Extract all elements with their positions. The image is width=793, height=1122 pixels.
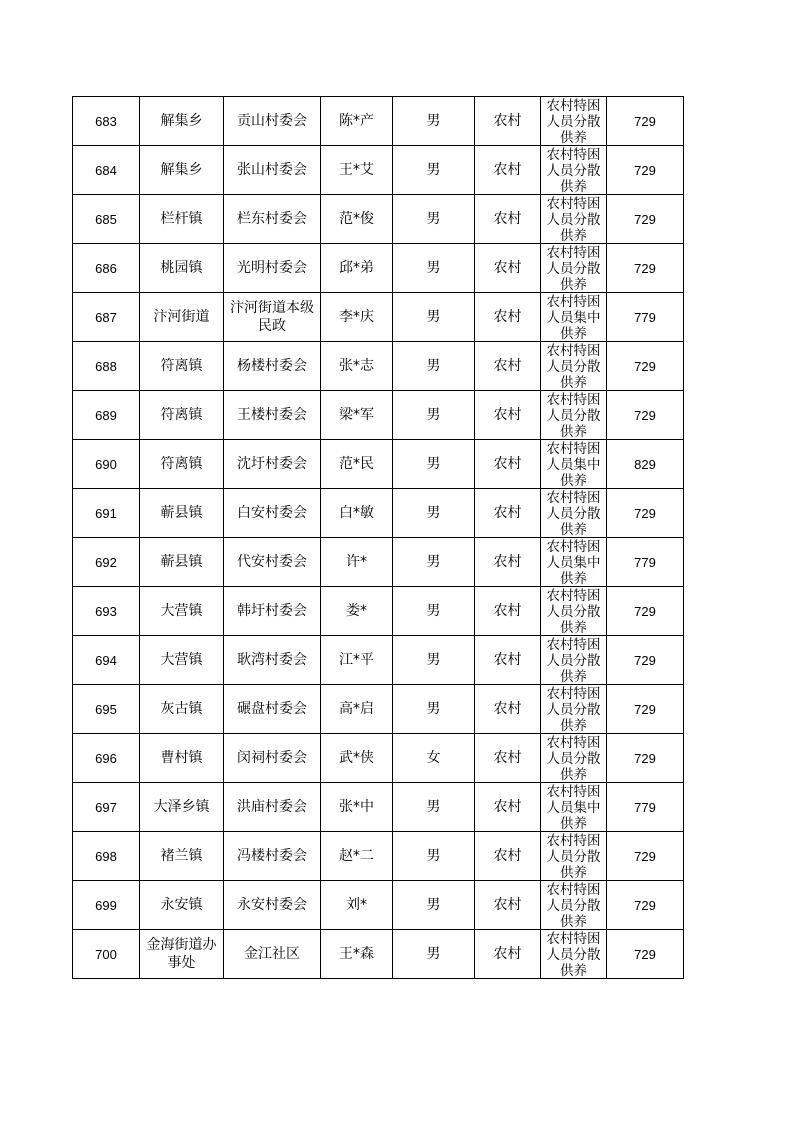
gender-cell: 男 <box>393 195 475 244</box>
village-committee-cell: 碾盘村委会 <box>224 685 321 734</box>
amount-cell: 779 <box>607 538 684 587</box>
township-cell: 符离镇 <box>140 391 224 440</box>
area-type-cell: 农村 <box>475 97 541 146</box>
support-category-text: 农村特困人员分散供养 <box>546 490 601 537</box>
area-type-cell: 农村 <box>475 440 541 489</box>
village-committee-cell: 永安村委会 <box>224 881 321 930</box>
support-category-text: 农村特困人员分散供养 <box>546 637 601 684</box>
support-category-cell <box>541 440 607 489</box>
township-cell: 永安镇 <box>140 881 224 930</box>
village-committee-cell: 沈圩村委会 <box>224 440 321 489</box>
support-category-cell <box>541 685 607 734</box>
support-category-cell <box>541 783 607 832</box>
area-type-cell: 农村 <box>475 293 541 342</box>
village-committee-cell: 贡山村委会 <box>224 97 321 146</box>
support-category-text: 农村特困人员分散供养 <box>546 931 601 978</box>
township-cell: 大营镇 <box>140 587 224 636</box>
support-category-text: 农村特困人员分散供养 <box>546 735 601 782</box>
area-type-cell: 农村 <box>475 538 541 587</box>
village-committee-cell: 栏东村委会 <box>224 195 321 244</box>
table-row <box>73 587 684 636</box>
table-row <box>73 783 684 832</box>
amount-cell: 729 <box>607 636 684 685</box>
village-committee-cell: 闵祠村委会 <box>224 734 321 783</box>
table-row <box>73 391 684 440</box>
support-category-text: 农村特困人员分散供养 <box>546 245 601 292</box>
township-cell: 蕲县镇 <box>140 538 224 587</box>
table-row <box>73 636 684 685</box>
table-row <box>73 342 684 391</box>
table-row <box>73 685 684 734</box>
amount-cell: 729 <box>607 244 684 293</box>
amount-cell: 729 <box>607 832 684 881</box>
area-type-cell: 农村 <box>475 832 541 881</box>
serial-number-cell: 684 <box>73 146 140 195</box>
serial-number-cell: 694 <box>73 636 140 685</box>
township-cell: 栏杆镇 <box>140 195 224 244</box>
support-category-text: 农村特困人员分散供养 <box>546 882 601 929</box>
serial-number-cell: 690 <box>73 440 140 489</box>
support-category-text: 农村特困人员分散供养 <box>546 833 601 880</box>
table-row <box>73 440 684 489</box>
area-type-cell: 农村 <box>475 195 541 244</box>
area-type-cell: 农村 <box>475 244 541 293</box>
gender-cell: 男 <box>393 146 475 195</box>
gender-cell: 男 <box>393 783 475 832</box>
serial-number-cell: 696 <box>73 734 140 783</box>
amount-cell: 729 <box>607 587 684 636</box>
village-committee-cell: 张山村委会 <box>224 146 321 195</box>
serial-number-cell: 685 <box>73 195 140 244</box>
amount-cell: 729 <box>607 685 684 734</box>
support-category-cell <box>541 391 607 440</box>
village-committee-cell: 金江社区 <box>224 930 321 979</box>
serial-number-cell: 683 <box>73 97 140 146</box>
person-name-cell: 高*启 <box>321 685 393 734</box>
support-category-cell <box>541 97 607 146</box>
area-type-cell: 农村 <box>475 342 541 391</box>
serial-number-cell: 699 <box>73 881 140 930</box>
village-committee-cell: 冯楼村委会 <box>224 832 321 881</box>
support-category-text: 农村特困人员集中供养 <box>546 294 601 341</box>
person-name-cell: 范*民 <box>321 440 393 489</box>
village-committee-cell: 韩圩村委会 <box>224 587 321 636</box>
gender-cell: 男 <box>393 342 475 391</box>
table-body <box>73 97 684 979</box>
support-category-text: 农村特困人员集中供养 <box>546 784 601 831</box>
amount-cell: 729 <box>607 489 684 538</box>
support-category-text: 农村特困人员集中供养 <box>546 539 601 586</box>
support-category-cell <box>541 293 607 342</box>
gender-cell: 男 <box>393 930 475 979</box>
person-name-cell: 范*俊 <box>321 195 393 244</box>
support-category-cell <box>541 930 607 979</box>
village-committee-cell: 王楼村委会 <box>224 391 321 440</box>
gender-cell: 男 <box>393 97 475 146</box>
area-type-cell: 农村 <box>475 587 541 636</box>
table-row <box>73 734 684 783</box>
amount-cell: 729 <box>607 881 684 930</box>
village-committee-cell: 光明村委会 <box>224 244 321 293</box>
support-category-text: 农村特困人员分散供养 <box>546 588 601 635</box>
table-row <box>73 832 684 881</box>
area-type-cell: 农村 <box>475 881 541 930</box>
area-type-cell: 农村 <box>475 930 541 979</box>
township-cell: 大营镇 <box>140 636 224 685</box>
area-type-cell: 农村 <box>475 391 541 440</box>
amount-cell: 729 <box>607 146 684 195</box>
amount-cell: 729 <box>607 195 684 244</box>
person-name-cell: 刘* <box>321 881 393 930</box>
table-row <box>73 146 684 195</box>
person-name-cell: 陈*产 <box>321 97 393 146</box>
amount-cell: 729 <box>607 391 684 440</box>
person-name-cell: 娄* <box>321 587 393 636</box>
gender-cell: 男 <box>393 832 475 881</box>
support-category-cell <box>541 881 607 930</box>
township-cell: 汴河街道 <box>140 293 224 342</box>
support-category-cell <box>541 587 607 636</box>
serial-number-cell: 700 <box>73 930 140 979</box>
village-committee-cell: 白安村委会 <box>224 489 321 538</box>
table-row <box>73 930 684 979</box>
table-row <box>73 489 684 538</box>
support-category-text: 农村特困人员分散供养 <box>546 98 601 145</box>
gender-cell: 男 <box>393 391 475 440</box>
table-row <box>73 538 684 587</box>
support-category-cell <box>541 146 607 195</box>
gender-cell: 男 <box>393 293 475 342</box>
table-row <box>73 293 684 342</box>
person-name-cell: 梁*军 <box>321 391 393 440</box>
serial-number-cell: 692 <box>73 538 140 587</box>
village-committee-cell: 汴河街道本级民政 <box>224 293 321 342</box>
relief-recipients-table <box>72 96 684 979</box>
township-cell: 褚兰镇 <box>140 832 224 881</box>
village-committee-cell: 洪庙村委会 <box>224 783 321 832</box>
area-type-cell: 农村 <box>475 685 541 734</box>
village-committee-cell: 代安村委会 <box>224 538 321 587</box>
serial-number-cell: 688 <box>73 342 140 391</box>
person-name-cell: 赵*二 <box>321 832 393 881</box>
person-name-cell: 李*庆 <box>321 293 393 342</box>
table-row <box>73 97 684 146</box>
township-cell: 解集乡 <box>140 97 224 146</box>
support-category-text: 农村特困人员分散供养 <box>546 392 601 439</box>
area-type-cell: 农村 <box>475 734 541 783</box>
table-row <box>73 195 684 244</box>
support-category-text: 农村特困人员分散供养 <box>546 196 601 243</box>
amount-cell: 829 <box>607 440 684 489</box>
township-cell: 灰古镇 <box>140 685 224 734</box>
serial-number-cell: 689 <box>73 391 140 440</box>
serial-number-cell: 697 <box>73 783 140 832</box>
gender-cell: 男 <box>393 587 475 636</box>
support-category-cell <box>541 489 607 538</box>
person-name-cell: 王*艾 <box>321 146 393 195</box>
township-cell: 大泽乡镇 <box>140 783 224 832</box>
support-category-cell <box>541 195 607 244</box>
township-cell: 符离镇 <box>140 342 224 391</box>
gender-cell: 男 <box>393 538 475 587</box>
person-name-cell: 张*中 <box>321 783 393 832</box>
township-cell: 金海街道办事处 <box>140 930 224 979</box>
support-category-cell <box>541 244 607 293</box>
table-row <box>73 244 684 293</box>
support-category-cell <box>541 342 607 391</box>
support-category-cell <box>541 538 607 587</box>
serial-number-cell: 695 <box>73 685 140 734</box>
township-cell: 符离镇 <box>140 440 224 489</box>
amount-cell: 779 <box>607 293 684 342</box>
gender-cell: 男 <box>393 489 475 538</box>
village-committee-cell: 耿湾村委会 <box>224 636 321 685</box>
person-name-cell: 邱*弟 <box>321 244 393 293</box>
serial-number-cell: 687 <box>73 293 140 342</box>
township-cell: 解集乡 <box>140 146 224 195</box>
amount-cell: 729 <box>607 342 684 391</box>
village-committee-cell: 杨楼村委会 <box>224 342 321 391</box>
table-row <box>73 881 684 930</box>
area-type-cell: 农村 <box>475 783 541 832</box>
person-name-cell: 江*平 <box>321 636 393 685</box>
area-type-cell: 农村 <box>475 489 541 538</box>
gender-cell: 男 <box>393 244 475 293</box>
serial-number-cell: 691 <box>73 489 140 538</box>
township-cell: 曹村镇 <box>140 734 224 783</box>
support-category-cell <box>541 636 607 685</box>
amount-cell: 729 <box>607 97 684 146</box>
person-name-cell: 武*侠 <box>321 734 393 783</box>
support-category-text: 农村特困人员集中供养 <box>546 441 601 488</box>
area-type-cell: 农村 <box>475 146 541 195</box>
serial-number-cell: 693 <box>73 587 140 636</box>
support-category-text: 农村特困人员分散供养 <box>546 686 601 733</box>
support-category-cell <box>541 832 607 881</box>
serial-number-cell: 686 <box>73 244 140 293</box>
amount-cell: 729 <box>607 930 684 979</box>
area-type-cell: 农村 <box>475 636 541 685</box>
gender-cell: 女 <box>393 734 475 783</box>
person-name-cell: 许* <box>321 538 393 587</box>
person-name-cell: 白*敏 <box>321 489 393 538</box>
township-cell: 蕲县镇 <box>140 489 224 538</box>
person-name-cell: 王*森 <box>321 930 393 979</box>
gender-cell: 男 <box>393 685 475 734</box>
gender-cell: 男 <box>393 440 475 489</box>
amount-cell: 779 <box>607 783 684 832</box>
support-category-text: 农村特困人员分散供养 <box>546 147 601 194</box>
serial-number-cell: 698 <box>73 832 140 881</box>
gender-cell: 男 <box>393 636 475 685</box>
support-category-text: 农村特困人员分散供养 <box>546 343 601 390</box>
township-cell: 桃园镇 <box>140 244 224 293</box>
support-category-cell <box>541 734 607 783</box>
amount-cell: 729 <box>607 734 684 783</box>
person-name-cell: 张*志 <box>321 342 393 391</box>
gender-cell: 男 <box>393 881 475 930</box>
